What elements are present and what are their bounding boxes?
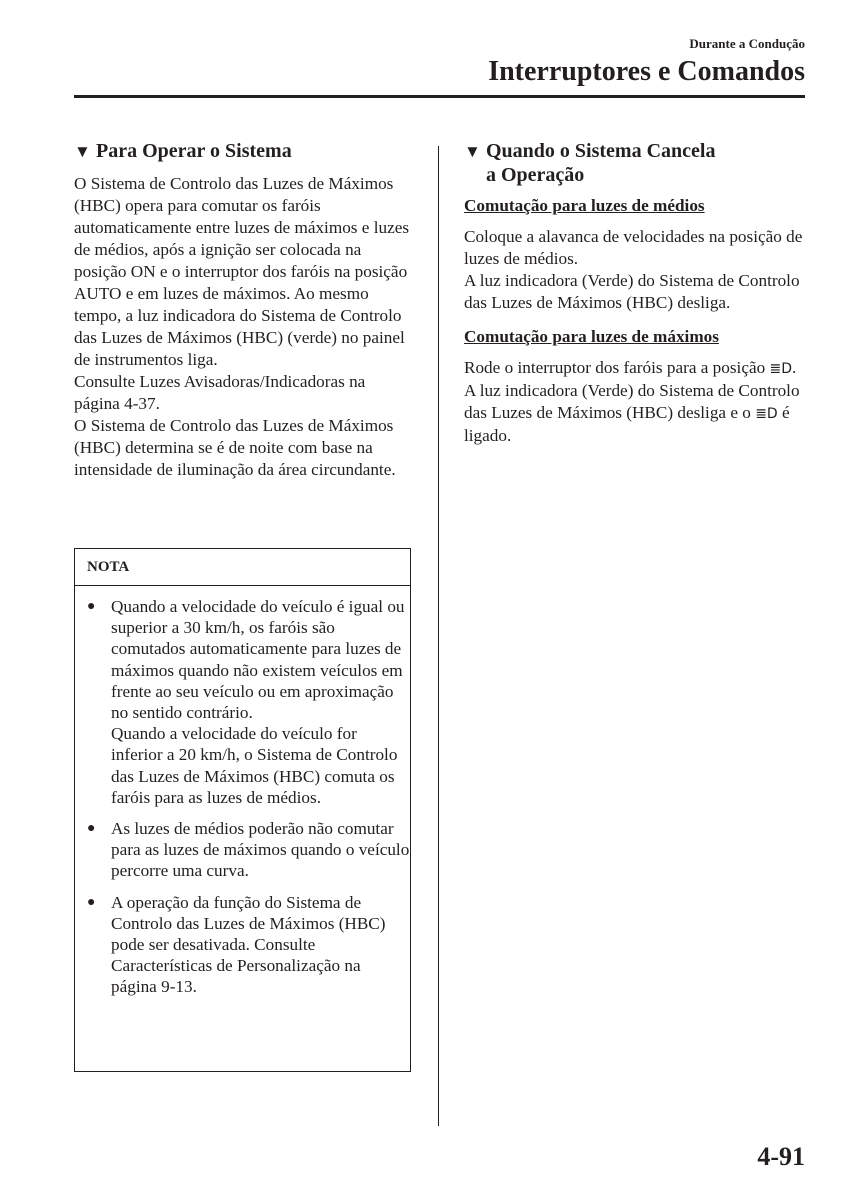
heading-text: Para Operar o Sistema: [96, 140, 292, 162]
paragraph-night-detection: O Sistema de Controlo das Luzes de Máximos (HBC) determina se é de noite com base na intensidade de iluminação da área circundante.: [74, 416, 396, 479]
paragraph-low-beam-1: Coloque a alavanca de velocidades na posição de luzes de médios.: [464, 227, 803, 268]
text-segment: Rode o interruptor dos faróis para a posição: [464, 358, 766, 377]
page-number: 4-91: [757, 1142, 805, 1171]
section-label: Durante a Condução: [689, 36, 805, 51]
left-column: [74, 139, 414, 481]
paragraph-low-beam-2: A luz indicadora (Verde) do Sistema de Controlo das Luzes de Máximos (HBC) desliga.: [464, 271, 800, 312]
bullet-icon: ●: [87, 821, 96, 837]
note-item: [75, 818, 410, 882]
subheading-high-beam: Comutação para luzes de máximos: [464, 327, 719, 346]
high-beam-icon: ≣D: [755, 406, 778, 422]
section-heading-cancel: [464, 139, 809, 187]
bullet-icon: ●: [87, 894, 96, 910]
note-item-text: A operação da função do Sistema de Controlo das Luzes de Máximos (HBC) pode ser desativada. Consulte Características de Personalização na página 9-13.: [111, 892, 386, 997]
section-heading-operate: [74, 139, 414, 165]
note-title: NOTA: [75, 549, 410, 586]
heading-line-2: a Operação: [486, 164, 585, 186]
note-box: [74, 548, 411, 1072]
header-rule: [74, 95, 805, 98]
text-segment: é ligado.: [464, 403, 790, 445]
paragraph-high-beam-1: [464, 357, 809, 380]
text-segment: A luz indicadora (Verde) do Sistema de Controlo das Luzes de Máximos (HBC) desliga e o: [464, 381, 800, 422]
text-segment: .: [791, 358, 797, 377]
note-list: [75, 586, 410, 998]
triangle-down-icon: ▼: [74, 142, 91, 161]
paragraph-high-beam-2: [464, 380, 809, 447]
high-beam-icon: ≣D: [769, 361, 792, 377]
note-item-text: Quando a velocidade do veículo for inferior a 20 km/h, o Sistema de Controlo das Luzes de Máximos (HBC) comuta os faróis para as luzes de médios.: [111, 724, 398, 807]
note-item: [75, 892, 410, 998]
page-title: Interruptores e Comandos: [488, 56, 805, 87]
bullet-icon: ●: [87, 599, 96, 614]
note-item: [75, 596, 410, 808]
subheading-low-beam: Comutação para luzes de médios: [464, 196, 705, 215]
note-item-text: As luzes de médios poderão não comutar para as luzes de máximos quando o veículo percorre uma curva.: [111, 819, 410, 881]
paragraph-reference: Consulte Luzes Avisadoras/Indicadoras na página 4-37.: [74, 372, 366, 413]
heading-text: [486, 139, 715, 187]
right-column: [464, 139, 809, 447]
triangle-down-icon: ▼: [464, 142, 481, 161]
heading-line-1: Quando o Sistema Cancela: [486, 140, 716, 162]
note-item-text: Quando a velocidade do veículo é igual ou superior a 30 km/h, os faróis são comutados automaticamente para luzes de máximos quando não existem veículos em frente ao seu veículo ou em aproximação no sentido contrário.: [111, 597, 405, 723]
paragraph-operate: O Sistema de Controlo das Luzes de Máximos (HBC) opera para comutar os faróis automaticamente entre luzes de máximos e luzes de médios, após a ignição ser colocada na posição ON e o interruptor dos faróis na posição AUTO e em luzes de máximos. Ao mesmo tempo, a luz indicadora do Sistema de Controlo das Luzes de Máximos (HBC) (verde) no painel de instrumentos liga.: [74, 174, 410, 369]
column-divider: [438, 146, 439, 1126]
